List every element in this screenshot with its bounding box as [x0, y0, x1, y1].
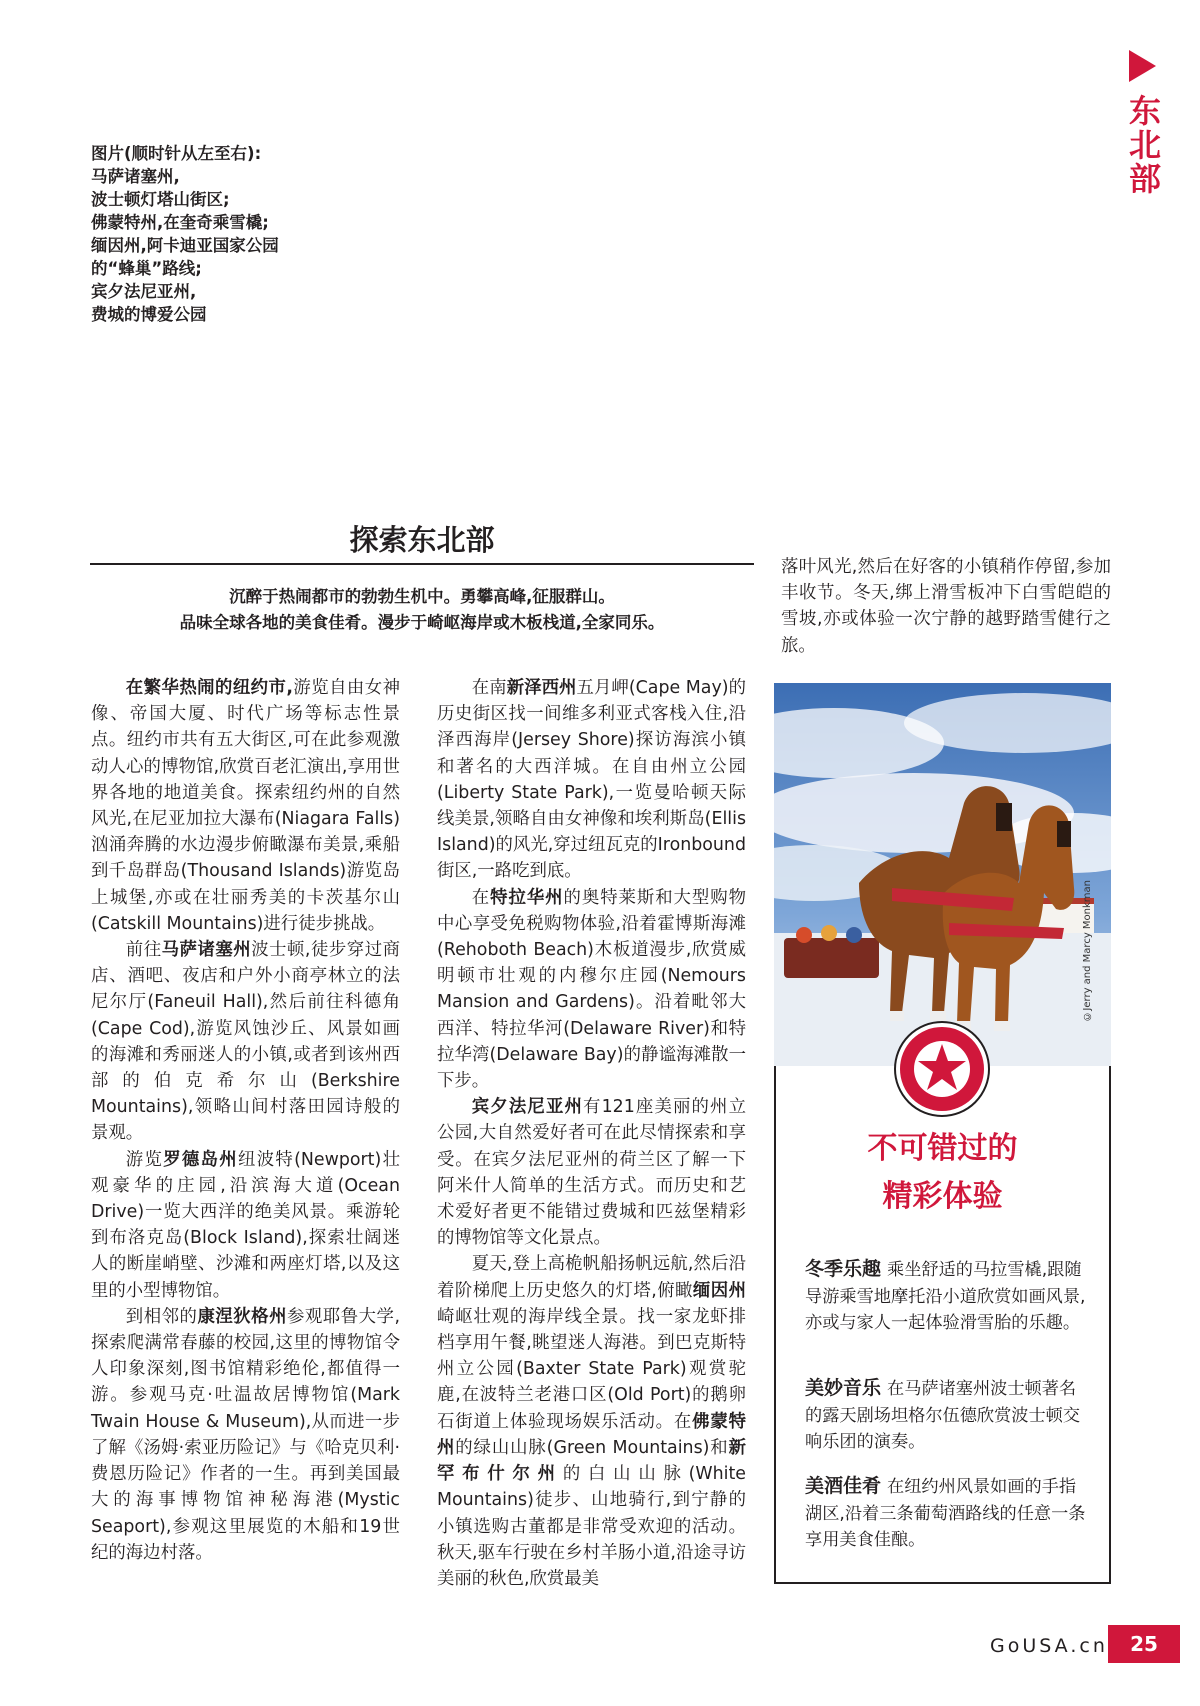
paragraph-massachusetts: 前往马萨诸塞州波士顿,徒步穿过商店、酒吧、夜店和户外小商亭林立的法尼尔厅(Faneuil Hall),然后前往科德角(Cape Cod),游览风蚀沙丘、风景如画的海滩和秀丽迷人的小镇,或者到该州西部的伯克希尔山(Berkshire Mountains),领略山间村落田园诗般的景观。: [91, 940, 400, 1144]
paragraph-connecticut: 到相邻的康涅狄格州参观耶鲁大学,探索爬满常春藤的校园,这里的博物馆令人印象深刻,图书馆精彩绝伦,都值得一游。参观马克·吐温故居博物馆(Mark Twain House & Museum),从而进一步了解《汤姆·索亚历险记》与《哈克贝利·费恩历险记》作者的一生。再到美国最大的海事博物馆神秘海港(Mystic Seaport),参观这里展览的木船和19世纪的海边村落。: [91, 1306, 400, 1563]
section-label: 东北部: [1124, 94, 1162, 196]
footer-site: GoUSA.cn: [990, 1635, 1108, 1657]
paragraph-pennsylvania: 宾夕法尼亚州有121座美丽的州立公园,大自然爱好者可在此尽情探索和享受。在宾夕法尼亚州的荷兰区了解一下阿米什人简单的生活方式。而历史和艺术爱好者更不能错过费城和匹兹堡精彩的博物馆等文化景点。: [437, 1097, 746, 1249]
page-number: 25: [1108, 1625, 1180, 1663]
paragraph-new-england: 夏天,登上高桅帆船扬帆远航,然后沿着阶梯爬上历史悠久的灯塔,俯瞰缅因州崎岖壮观的海岸线全景。找一家龙虾排档享用午餐,眺望迷人海港。到巴克斯特州立公园(Baxter State Park)观赏驼鹿,在波特兰老港口区(Old Port)的鹅卵石街道上体验现场娱乐活动。在佛蒙特州的绿山山脉(Green Mountains)和新罕布什尔州的白山山脉(White Mountains)徒步、山地骑行,到宁静的小镇选购古董都是非常受欢迎的活动。秋天,驱车行驶在乡村羊肠小道,沿途寻访美丽的秋色,欣赏最美: [437, 1254, 746, 1589]
must-see-title-line: 精彩体验: [882, 1179, 1003, 1214]
article-title: 探索东北部: [349, 523, 495, 557]
star-badge-icon: [893, 1020, 991, 1118]
must-see-title-line: 不可错过的: [867, 1131, 1018, 1166]
must-see-title: [776, 1125, 1109, 1221]
subtitle-line: 品味全球各地的美食佳肴。漫步于崎岖海岸或木板栈道,全家同乐。: [179, 613, 665, 632]
triangle-arrow-icon: [1129, 50, 1156, 82]
caption-line: 缅因州,阿卡迪亚国家公园: [91, 236, 279, 255]
body-column-2: [437, 675, 746, 1592]
body-column-3-continuation: 落叶风光,然后在好客的小镇稍作停留,参加丰收节。冬天,绑上滑雪板冲下白雪皑皑的雪坡,亦或体验一次宁静的越野踏雪健行之旅。: [781, 557, 1111, 656]
photo-credit: ©Jerry and Marcy Monkman: [1082, 880, 1093, 1022]
caption-line: 图片(顺时针从左至右):: [91, 144, 262, 163]
sleigh-photo: [774, 683, 1111, 1066]
must-see-item-winter: 冬季乐趣 乘坐舒适的马拉雪橇,跟随导游乘雪地摩托沿小道欣赏如画风景,亦或与家人一起体验滑雪胎的乐趣。: [805, 1258, 1086, 1334]
title-divider: [90, 563, 754, 565]
paragraph-delaware: 在特拉华州的奥特莱斯和大型购物中心享受免税购物体验,沿着霍博斯海滩(Rehoboth Beach)木板道漫步,欣赏威明顿市壮观的内穆尔庄园(Nemours Mansion and Gardens)。沿着毗邻大西洋、特拉华河(Delaware River)和特拉华湾(Delaware Bay)的静谧海滩散一下步。: [437, 887, 746, 1092]
photo-captions: [91, 142, 351, 326]
article-subtitle: [90, 584, 754, 636]
must-see-item-music: 美妙音乐 在马萨诸塞州波士顿著名的露天剧场坦格尔伍德欣赏波士顿交响乐团的演奏。: [805, 1377, 1081, 1453]
body-column-1: [91, 675, 400, 1566]
subtitle-line: 沉醉于热闹都市的勃勃生机中。勇攀高峰,征服群山。: [229, 587, 615, 606]
caption-line: 佛蒙特州,在奎奇乘雪橇;: [91, 213, 269, 232]
paragraph-new-jersey: 在南新泽西州五月岬(Cape May)的历史街区找一间维多利亚式客栈入住,沿泽西海岸(Jersey Shore)探访海滨小镇和著名的大西洋城。在自由州立公园(Liberty State Park),一览曼哈顿天际线美景,领略自由女神像和埃利斯岛(Ellis Island)的风光,穿过纽瓦克的Ironbound街区,一路吃到底。: [437, 678, 746, 882]
caption-line: 波士顿灯塔山街区;: [91, 190, 230, 209]
caption-line: 费城的博爱公园: [91, 305, 207, 324]
caption-line: 马萨诸塞州,: [91, 167, 180, 186]
must-see-item-wine: 美酒佳肴 在纽约州风景如画的手指湖区,沿着三条葡萄酒路线的任意一条享用美食佳酿。: [805, 1475, 1086, 1551]
paragraph-rhode-island: 游览罗德岛州纽波特(Newport)壮观豪华的庄园,沿滨海大道(Ocean Drive)一览大西洋的绝美风景。乘游轮到布洛克岛(Block Island),探索壮阔迷人的断崖峭壁、沙滩和两座灯塔,以及这里的小型博物馆。: [91, 1149, 400, 1301]
paragraph-new-york: 在繁华热闹的纽约市,游览自由女神像、帝国大厦、时代广场等标志性景点。纽约市共有五大街区,可在此参观激动人心的博物馆,欣赏百老汇演出,享用世界各地的地道美食。探索纽约州的自然风光,在尼亚加拉大瀑布(Niagara Falls)汹涌奔腾的水边漫步俯瞰瀑布美景,乘船到千岛群岛(Thousand Islands)游览岛上城堡,亦或在壮丽秀美的卡茨基尔山(Catskill Mountains)进行徒步挑战。: [91, 678, 400, 934]
section-tab: [1124, 50, 1164, 196]
caption-line: 宾夕法尼亚州,: [91, 282, 197, 301]
caption-line: 的“蜂巢”路线;: [91, 259, 202, 278]
